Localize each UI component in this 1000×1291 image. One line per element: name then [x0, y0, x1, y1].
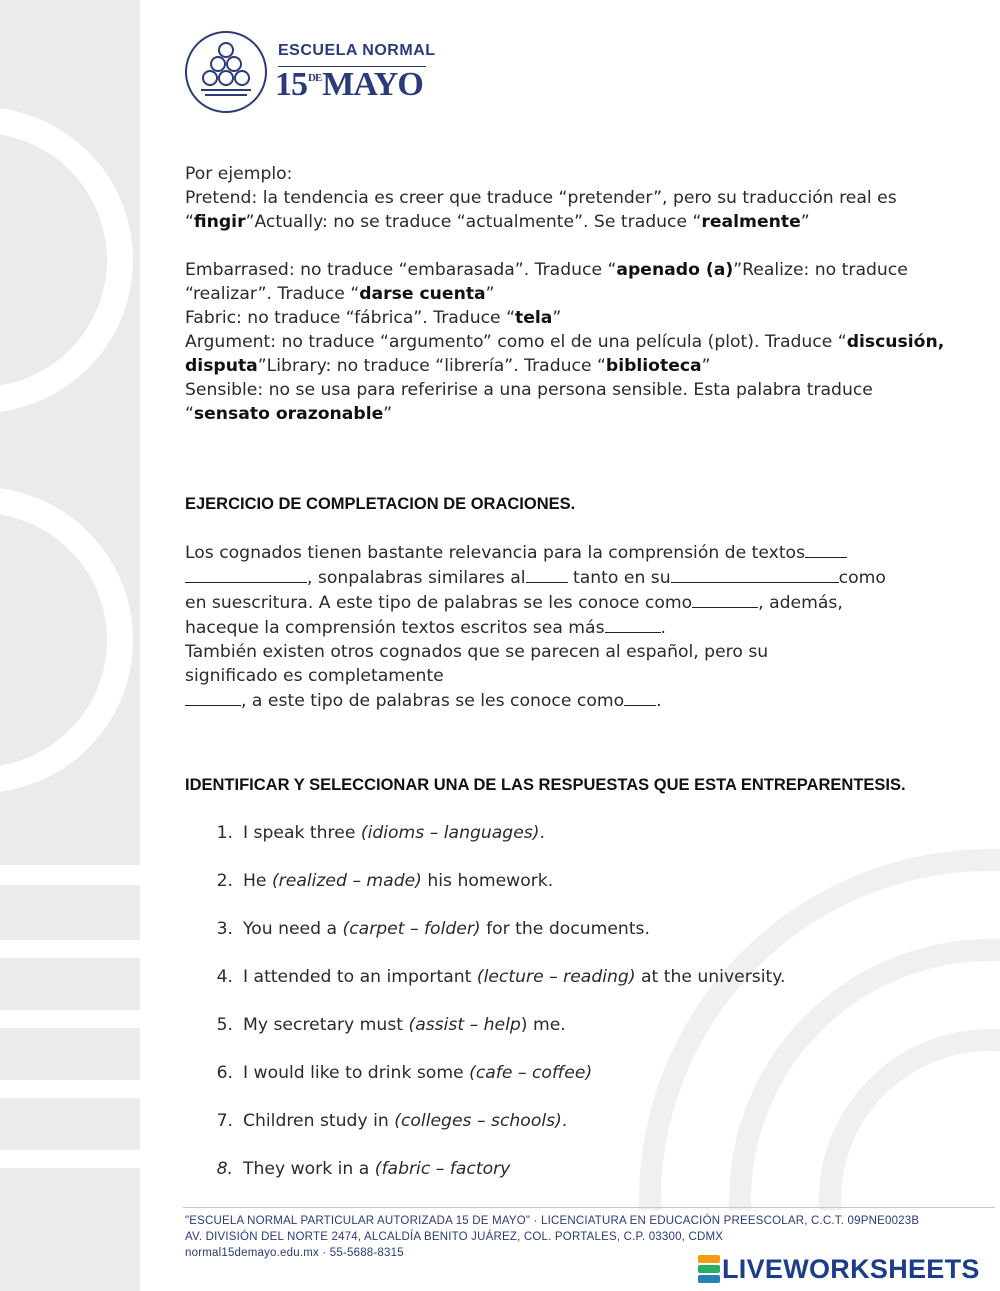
footer-line1: "ESCUELA NORMAL PARTICULAR AUTORIZADA 15 DE MAYO" · LICENCIATURA EN EDUCACIÓN PREESCOLAR, C.C.T. 09PNE0023B [185, 1215, 920, 1227]
logo-school-name: ESCUELA NORMAL [278, 42, 436, 59]
intro-pretend: Pretend: la tendencia es creer que traduce “pretender”, pero su traducción real es “fingir”Actually: no se traduce “actualmente”. Se traduce “realmente” [185, 188, 897, 232]
decorative-arcs [0, 0, 140, 1291]
list-item[interactable]: 3. You need a (carpet – folder) for the documents. [216, 919, 650, 939]
exercise1-line6: significado es completamente [185, 666, 444, 686]
blank-1b[interactable] [185, 565, 307, 583]
blank-6[interactable] [185, 688, 241, 706]
exercise1-line1: Los cognados tienen bastante relevancia para la comprensión de textos [185, 540, 955, 565]
footer-divider [183, 1207, 995, 1208]
blank-1[interactable] [805, 540, 847, 558]
exercise1-line5: También existen otros cognados que se parecen al español, pero su [185, 642, 769, 662]
liveworksheets-logo-icon [698, 1255, 720, 1283]
logo-date: 15DEMAYO [275, 66, 423, 103]
exercise2-heading: IDENTIFICAR Y SELECCIONAR UNA DE LAS RESPUESTAS QUE ESTA ENTREPARENTESIS. [185, 776, 906, 794]
blank-4[interactable] [692, 590, 758, 608]
decorative-sidebar [0, 0, 140, 1291]
list-item[interactable]: 8. They work in a (fabric – factory [216, 1159, 511, 1179]
exercise1-line3: en suescritura. A este tipo de palabras se les conoce como , además, [185, 590, 955, 615]
exercise1-heading: EJERCICIO DE COMPLETACION DE ORACIONES. [185, 495, 576, 513]
list-item[interactable]: 4. I attended to an important (lecture – reading) at the university. [216, 967, 786, 987]
list-item[interactable]: 5. My secretary must (assist – help) me. [216, 1015, 566, 1035]
footer-line3: normal15demayo.edu.mx · 55-5688-8315 [185, 1247, 404, 1259]
school-emblem-icon [183, 30, 269, 114]
list-item[interactable]: 7. Children study in (colleges – schools). [216, 1111, 568, 1131]
liveworksheets-watermark [698, 1252, 980, 1286]
intro-label: Por ejemplo: [185, 164, 293, 184]
list-item[interactable]: 2. He (realized – made) his homework. [216, 871, 554, 891]
list-item[interactable]: 6. I would like to drink some (cafe – coffee) [216, 1063, 593, 1083]
intro-embarrased: Embarrased: no traduce “embarasada”. Traduce “apenado (a)”Realize: no traduce “realizar”. Traduce “darse cuenta” [185, 260, 908, 304]
blank-2[interactable] [526, 565, 568, 583]
footer-line2: AV. DIVISIÓN DEL NORTE 2474, ALCALDÍA BENITO JUÁREZ, COL. PORTALES, C.P. 03300, CDMX [185, 1231, 724, 1243]
intro-fabric: Fabric: no traduce “fábrica”. Traduce “tela” [185, 308, 562, 328]
school-logo [183, 30, 443, 114]
exercise1-line7: , a este tipo de palabras se les conoce como . [185, 688, 955, 713]
list-item[interactable]: 1. I speak three (idioms – languages). [216, 823, 545, 843]
exercise1-line4: haceque la comprensión textos escritos sea más . [185, 615, 955, 640]
blank-3[interactable] [671, 565, 839, 583]
worksheet-content [185, 162, 955, 1205]
intro-sensible: Sensible: no se usa para referirise a una persona sensible. Esta palabra traduce “sensato orazonable” [185, 380, 873, 424]
blank-5[interactable] [605, 615, 661, 633]
intro-argument: Argument: no traduce “argumento” como el de una película (plot). Traduce “discusión, disputa”Library: no traduce “librería”. Traduce “biblioteca” [185, 332, 945, 376]
exercise1-line2: , sonpalabras similares al tanto en su como [185, 565, 955, 590]
liveworksheets-text: LIVEWORKSHEETS [722, 1253, 980, 1284]
blank-7[interactable] [624, 688, 656, 706]
exercise2-list [185, 821, 955, 1205]
